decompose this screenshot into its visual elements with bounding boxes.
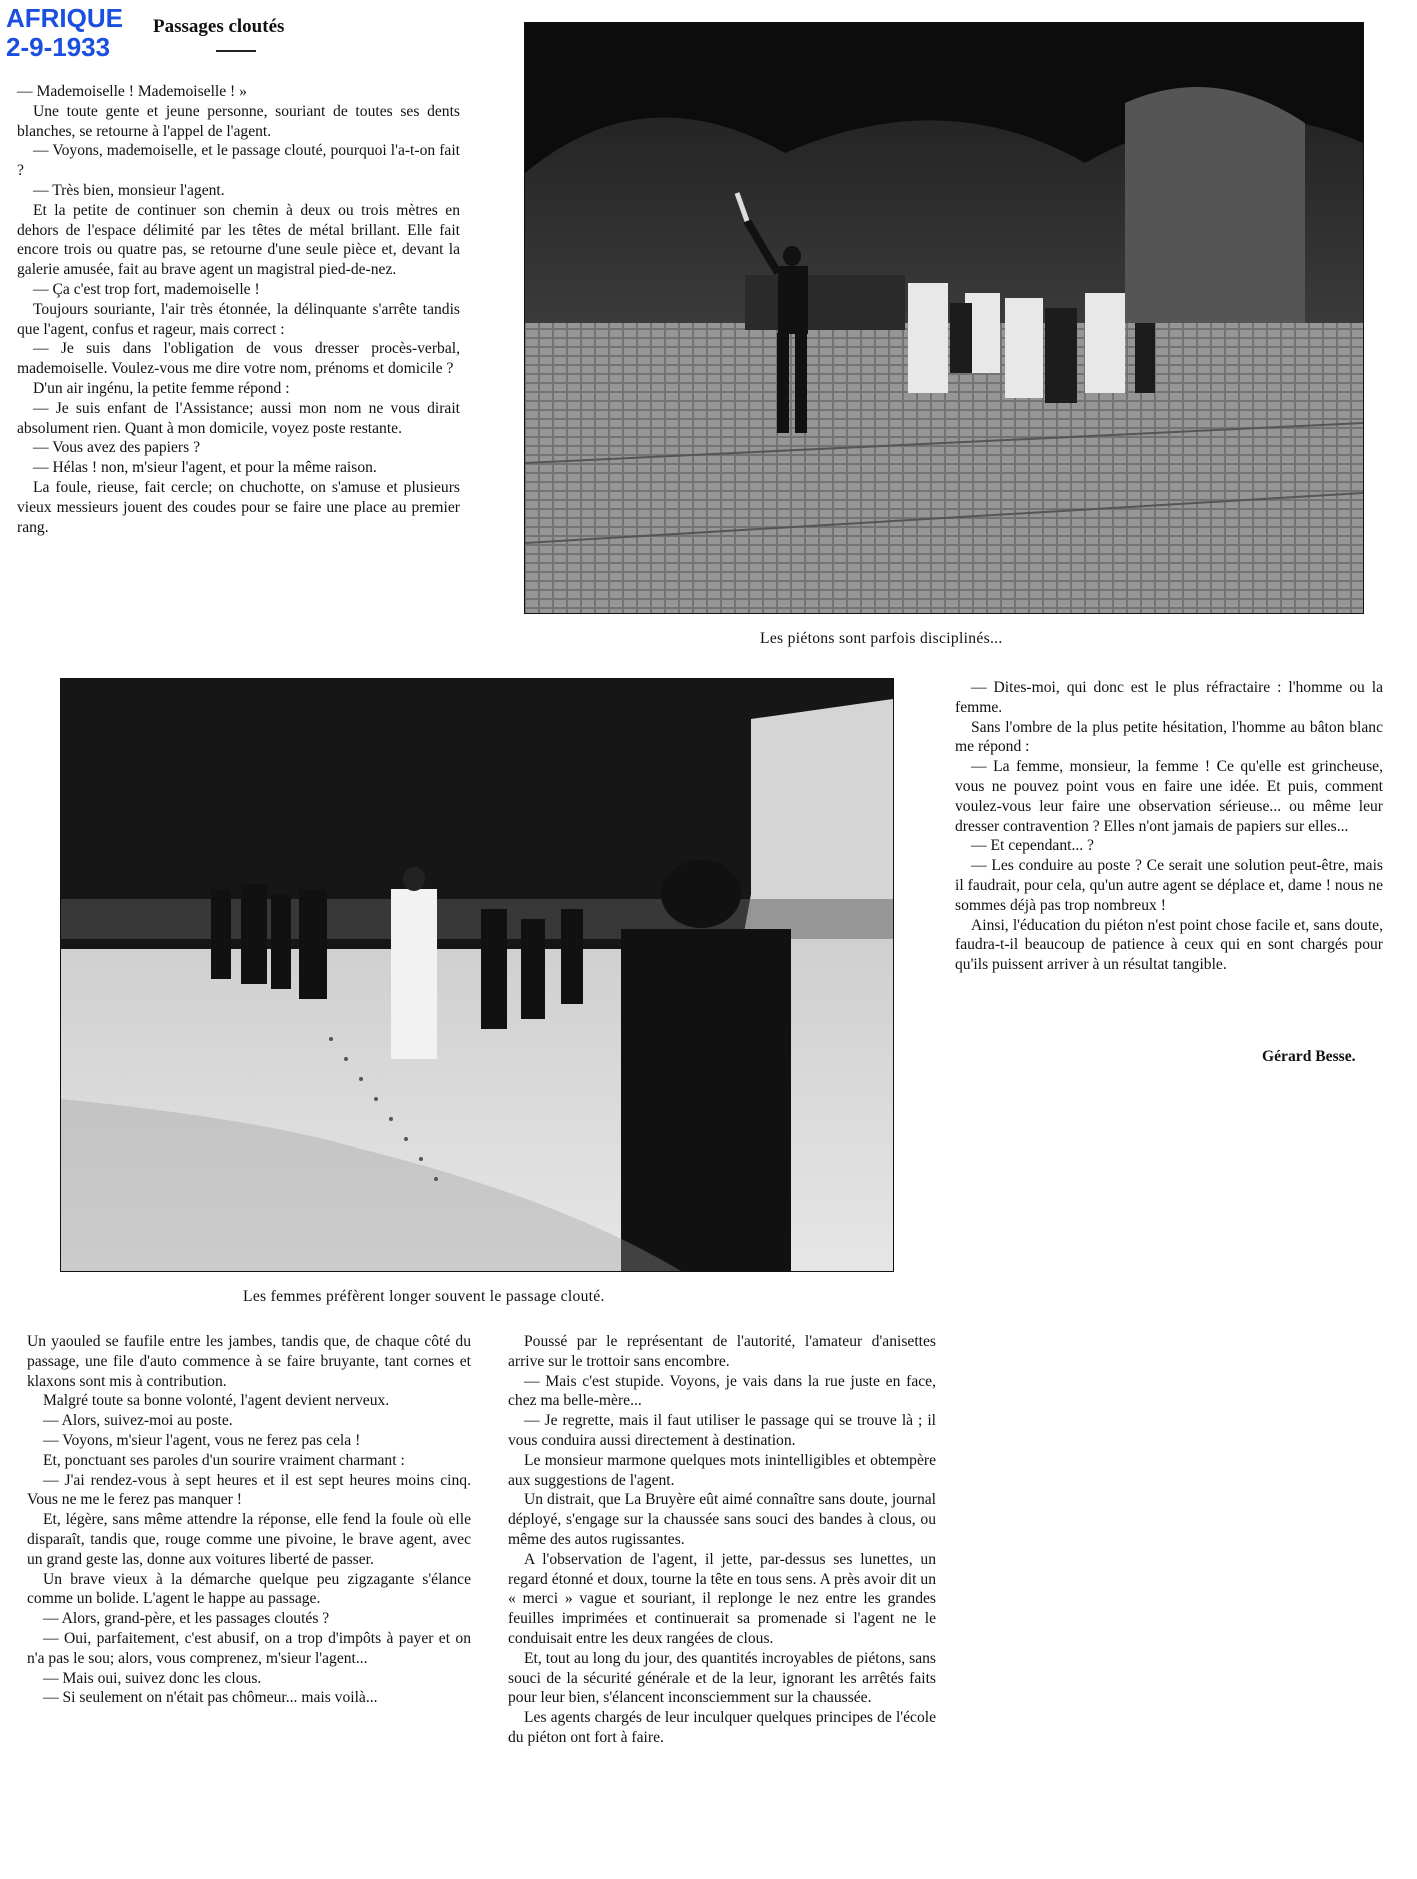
photo-traffic-officer — [524, 22, 1364, 614]
paragraph: Un brave vieux à la démarche quelque peu zigzagante s'élance comme un bolide. L'agent le happe au passage. — [27, 1570, 471, 1608]
paragraph: — Ça c'est trop fort, mademoiselle ! — [33, 280, 260, 298]
paragraph: — Hélas ! non, m'sieur l'agent, et pour la même raison. — [33, 459, 377, 477]
source-name: AFRIQUE — [6, 3, 123, 33]
photo-traffic-officer-image — [525, 23, 1363, 613]
source-tag — [6, 4, 123, 62]
paragraph: Et, légère, sans même attendre la réponse, elle fend la foule où elle disparaît, tandis que, rouge comme une pivoine, le brave agent, avec un grand geste las, donne aux voitures liberté de passer. — [27, 1511, 471, 1568]
title-rule — [216, 50, 256, 52]
paragraph: — Alors, grand-père, et les passages cloutés ? — [43, 1610, 330, 1628]
paragraph: — Mais c'est stupide. Voyons, je vais dans la rue juste en face, chez ma belle-mère... — [508, 1372, 936, 1410]
paragraph: — Alors, suivez-moi au poste. — [43, 1412, 233, 1430]
paragraph: — Je regrette, mais il faut utiliser le passage qui se trouve là ; il vous conduira aussi directement à destination. — [508, 1412, 936, 1449]
paragraph: — Voyons, m'sieur l'agent, vous ne ferez pas cela ! — [43, 1431, 361, 1449]
photo-crosswalk-women — [60, 678, 894, 1272]
paragraph: Un yaouled se faufile entre les jambes, tandis que, de chaque côté du passage, une file d'auto commence à se faire bruyante, tant cornes et klaxons sont mis à contribution. — [27, 1333, 471, 1390]
source-date: 2-9-1933 — [6, 32, 111, 62]
paragraph: — Très bien, monsieur l'agent. — [33, 181, 225, 199]
paragraph: — Et cependant... ? — [971, 837, 1094, 855]
paragraph: D'un air ingénu, la petite femme répond : — [33, 379, 290, 397]
article-column-bottom-left — [27, 1332, 471, 1708]
photo-caption: Les piétons sont parfois disciplinés... — [760, 630, 1003, 647]
paragraph: Et, tout au long du jour, des quantités incroyables de piétons, sans souci de la sécurité générale et de la leur, ignorant les arrêtés faits pour leur bien, s'élancent inconsciemment sur la chaussée. — [508, 1649, 936, 1707]
paragraph: — J'ai rendez-vous à sept heures et il est sept heures moins cinq. Vous ne me le ferez pas manquer ! — [27, 1471, 471, 1509]
article-column-right — [955, 678, 1383, 975]
photo-crosswalk-women-image — [61, 679, 893, 1271]
paragraph: — Mais oui, suivez donc les clous. — [43, 1669, 262, 1687]
paragraph: — Voyons, mademoiselle, et le passage clouté, pourquoi l'a-t-on fait ? — [17, 142, 460, 180]
paragraph: Une toute gente et jeune personne, souriant de toutes ses dents blanches, se retourne à l'appel de l'agent. — [17, 102, 460, 140]
paragraph: Les agents chargés de leur inculquer quelques principes de l'école du piéton ont fort à faire. — [508, 1709, 936, 1746]
paragraph: — La femme, monsieur, la femme ! Ce qu'elle est grincheuse, vous ne pouvez point vous en faire une idée. Et puis, comment voulez-vous leur faire une observation sérieuse... ou même leur dresser contravention ? Elles n'ont jamais de papiers sur elles... — [955, 758, 1383, 835]
paragraph: Et la petite de continuer son chemin à deux ou trois mètres en dehors de l'espace délimité par les têtes de métal brillant. Elle fait encore trois ou quatre pas, se retourne d'une seule pièce et, devant la galerie amusée, fait au brave agent un magistral pied-de-nez. — [17, 201, 460, 279]
paragraph: — Mademoiselle ! Mademoiselle ! » — [17, 83, 247, 100]
paragraph: Un distrait, que La Bruyère eût aimé connaître sans doute, journal déployé, s'engage sur la chaussée sans souci des bandes à clous, ou même des autos rugissantes. — [508, 1491, 936, 1548]
paragraph: — Vous avez des papiers ? — [33, 439, 201, 457]
paragraph: — Les conduire au poste ? Ce serait une solution peut-être, mais il faudrait, pour cela, qu'un autre agent se déplace et, dame ! nous ne sommes déjà pas trop nombreux ! — [955, 857, 1383, 914]
paragraph: — Je suis dans l'obligation de vous dresser procès-verbal, mademoiselle. Voulez-vous me dire votre nom, prénoms et domicile ? — [17, 340, 460, 378]
paragraph: Ainsi, l'éducation du piéton n'est point chose facile et, sans doute, faudra-t-il beaucoup de patience à ceux qui en sont chargés pour qu'ils puissent arriver à un résultat tangible. — [955, 916, 1383, 974]
paragraph: — Oui, parfaitement, c'est abusif, on a trop d'impôts à payer et on n'a pas le sou; alors, vous comprenez, m'sieur l'agent... — [27, 1629, 471, 1667]
article-signature: Gérard Besse. — [1262, 1048, 1356, 1065]
article-column-1 — [17, 82, 460, 537]
paragraph: — Dites-moi, qui donc est le plus réfractaire : l'homme ou la femme. — [955, 679, 1383, 716]
paragraph: Malgré toute sa bonne volonté, l'agent devient nerveux. — [43, 1392, 390, 1410]
photo-caption: Les femmes préfèrent longer souvent le passage clouté. — [243, 1288, 605, 1305]
paragraph: Le monsieur marmone quelques mots inintelligibles et obtempère aux suggestions de l'agent. — [508, 1451, 936, 1489]
paragraph: Sans l'ombre de la plus petite hésitation, l'homme au bâton blanc me répond : — [955, 718, 1383, 756]
paragraph: Et, ponctuant ses paroles d'un sourire vraiment charmant : — [43, 1451, 405, 1469]
article-title: Passages cloutés — [153, 16, 285, 37]
paragraph: Poussé par le représentant de l'autorité, l'amateur d'anisettes arrive sur le trottoir sans encombre. — [508, 1333, 936, 1370]
article-column-bottom-middle — [508, 1332, 936, 1748]
paragraph: La foule, rieuse, fait cercle; on chuchotte, on s'amuse et plusieurs vieux messieurs jouent des coudes pour se faire une place au premier rang. — [17, 478, 460, 536]
paragraph: — Je suis enfant de l'Assistance; aussi mon nom ne vous dirait absolument rien. Quant à mon domicile, voyez poste restante. — [17, 399, 460, 437]
paragraph: A l'observation de l'agent, il jette, par-dessus ses lunettes, un regard étonné et doux, tourne la tête en tous sens. A près avoir dit un « merci » vague et souriant, il replonge le nez entre les grandes feuilles imprimées et continuerait sa promenade si l'agent ne le conduisait entre les deux rangées de clous. — [508, 1550, 936, 1647]
paragraph: — Si seulement on n'était pas chômeur... mais voilà... — [43, 1689, 378, 1707]
paragraph: Toujours souriante, l'air très étonnée, la délinquante s'arrête tandis que l'agent, confus et rageur, mais correct : — [17, 300, 460, 338]
